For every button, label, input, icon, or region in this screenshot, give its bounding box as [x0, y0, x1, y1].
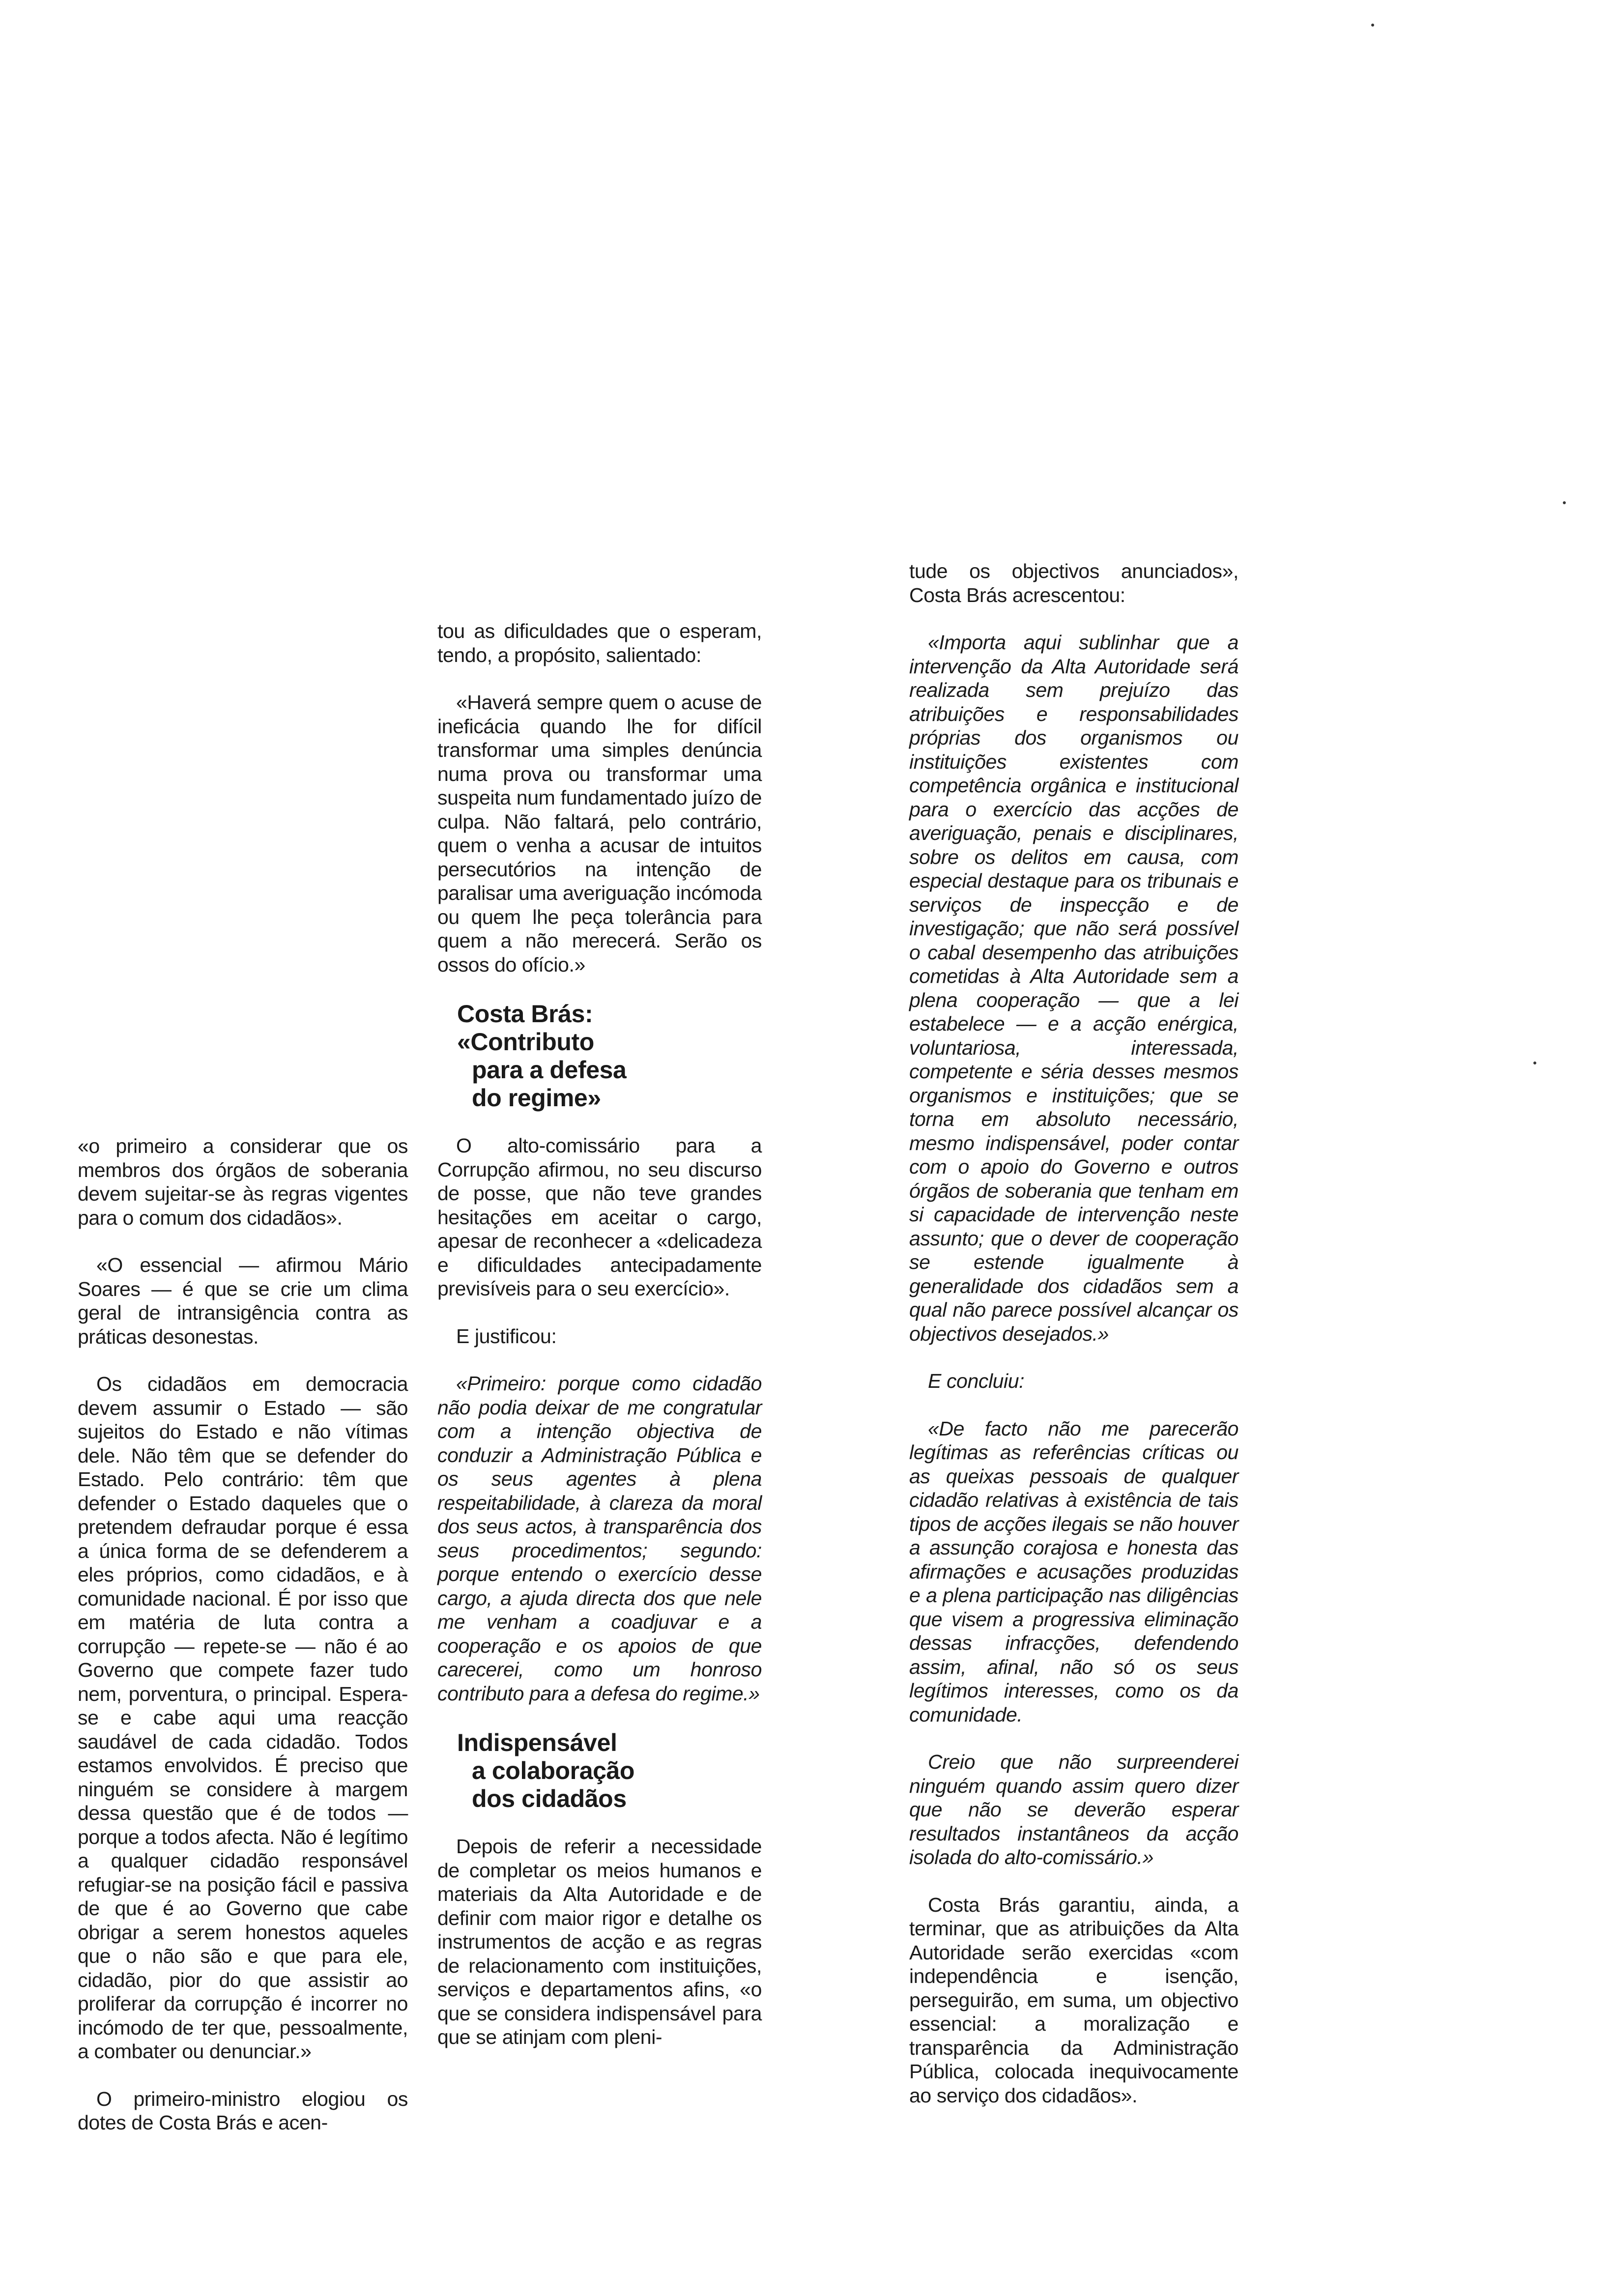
right-intro: tude os objectivos anunciados», Costa Brás acrescentou:	[909, 560, 1238, 606]
middle-paragraph-3: «Primeiro: porque como cidadão não podia deixar de me congratular com a intenção objectiva de conduzir a Administração Pública e os seus agentes à plena respeitabilidade, à clareza da moral dos seus actos, à transparência dos seus procedimentos; segundo: porque entendo o exercício desse cargo, a ajuda directa dos que nele me venham a coadjuvar e a cooperação e os apoios de que carecerei, como um honroso contributo para a defesa do regime.»	[437, 1372, 762, 1705]
subheading-line: do regime»	[472, 1084, 601, 1112]
left-paragraph-2: «O essencial — afirmou Mário Soares — é que se crie um clima geral de intransigência contra as práticas desonestas.	[78, 1254, 408, 1348]
middle-intro: tou as dificuldades que o esperam, tendo, a propósito, salientado:	[437, 620, 762, 666]
subheading-line: «Contributo	[457, 1028, 594, 1056]
right-quote-1: «Importa aqui sublinhar que a intervenção da Alta Autoridade será realizada sem prejuízo das atribuições e responsabilidades próprias dos organismos ou instituições existentes com competência orgânica e institucional para o exercício das acções de averiguação, penais e disciplinares, sobre os delitos em causa, com especial destaque para os tribunais e serviços de inspecção e de investigação; que não será possível o cabal desempenho das atribuições cometidas à Alta Autoridade sem a plena cooperação — que a lei estabelece — e a acção enérgica, voluntariosa, interessada, competente e séria desses mesmos organismos e instituições; que se torna em absoluto necessário, mesmo indispensável, poder contar com o apoio do Governo e outros órgãos de soberania que tenham em si capacidade de intervenção neste assunto; que o dever de cooperação se estende igualmente à generalidade dos cidadãos sem a qual não parece possível alcançar os objectivos desejados.»	[909, 631, 1238, 1345]
right-paragraph-5: Costa Brás garantiu, ainda, a terminar, que as atribuições da Alta Autoridade serão exercidas «com independência e isenção, perseguirão, em suma, um objectivo essencial: a moralização e transparência da Administração Pública, colocada inequivocamente ao serviço dos cidadãos».	[909, 1893, 1238, 2107]
right-quote-2: «De facto não me parecerão legítimas as referências críticas ou as queixas pessoais de qualquer cidadão relativas à existência de tais tipos de acções ilegais se não houver a assunção corajosa e honesta das afirmações e acusações produzidas e a plena participação nas diligências que visem a progressiva eliminação dessas infracções, defendendo assim, afinal, não só os seus legítimos interesses, como os da comunidade.	[909, 1417, 1238, 1726]
scan-speck	[1371, 24, 1374, 27]
middle-column	[437, 619, 762, 2049]
scan-speck	[1563, 501, 1566, 504]
middle-paragraph-1: O alto-comissário para a Corrupção afirmou, no seu discurso de posse, que não teve grandes hesitações em aceitar o cargo, apesar de reconhecer a «delicadeza e dificuldades antecipadamente previsíveis para o seu exercício».	[437, 1134, 762, 1300]
scan-speck	[1533, 1062, 1536, 1064]
left-paragraph-1: «o primeiro a considerar que os membros dos órgãos de soberania devem sujeitar-se às regras vigentes para o comum dos cidadãos».	[78, 1135, 408, 1229]
left-paragraph-4: O primeiro-ministro elogiou os dotes de Costa Brás e acen-	[78, 2087, 408, 2134]
subheading-indispensavel	[457, 1729, 762, 1813]
middle-quote: «Haverá sempre quem o acuse de ineficácia quando lhe for difícil transformar uma simples denúncia numa prova ou transformar uma suspeita num fundamentado juízo de culpa. Não faltará, pelo contrário, quem o venha a acusar de intuitos persecutórios na intenção de paralisar uma averiguação incómoda ou quem lhe peça tolerância para quem a não merecerá. Serão os ossos do ofício.»	[437, 691, 762, 976]
middle-paragraph-4: Depois de referir a necessidade de completar os meios humanos e materiais da Alta Autoridade e de definir com maior rigor e detalhe os instrumentos de acção e as regras de relacionamento com instituições, serviços e departamentos afins, «o que se considera indispensável para que se atinjam com pleni-	[437, 1835, 762, 2048]
subheading-line: para a defesa	[472, 1056, 627, 1084]
subheading-line: Indispensável	[457, 1729, 617, 1756]
subheading-line: Costa Brás:	[457, 1000, 593, 1028]
right-paragraph-2: E concluiu:	[928, 1370, 1025, 1392]
subheading-costa-bras	[457, 1000, 762, 1112]
subheading-line: a colaboração	[472, 1757, 635, 1784]
left-column	[78, 1134, 408, 2135]
right-column	[909, 559, 1238, 2107]
left-paragraph-3: Os cidadãos em democracia devem assumir o Estado — são sujeitos do Estado e não vítimas dele. Não têm que se defender do Estado. Pelo contrário: têm que defender o Estado daqueles que o pretendem defraudar porque é essa a única forma de se defenderem a eles próprios, como cidadãos, e à comunidade nacional. É por isso que em matéria de luta contra a corrupção — repete-se — não é ao Governo que compete fazer tudo nem, porventura, o principal. Espera-se e cabe aqui uma reacção saudável de cada cidadão. Todos estamos envolvidos. É preciso que ninguém se considere à margem dessa questão que é de todos — porque a todos afecta. Não é legítimo a qualquer cidadão responsável refugiar-se na posição fácil e passiva de que é ao Governo que cabe obrigar a serem honestos aqueles que o não são e que para ele, cidadão, pior do que assistir ao proliferar da corrupção é incorrer no incómodo de ter que, pessoalmente, a combater ou denunciar.»	[78, 1373, 408, 2063]
subheading-line: dos cidadãos	[472, 1785, 627, 1812]
right-quote-3: Creio que não surpreenderei ninguém quando assim quero dizer que não se deverão esperar resultados instantâneos da acção isolada do alto-comissário.»	[909, 1751, 1238, 1868]
middle-paragraph-2: E justificou:	[456, 1324, 557, 1348]
